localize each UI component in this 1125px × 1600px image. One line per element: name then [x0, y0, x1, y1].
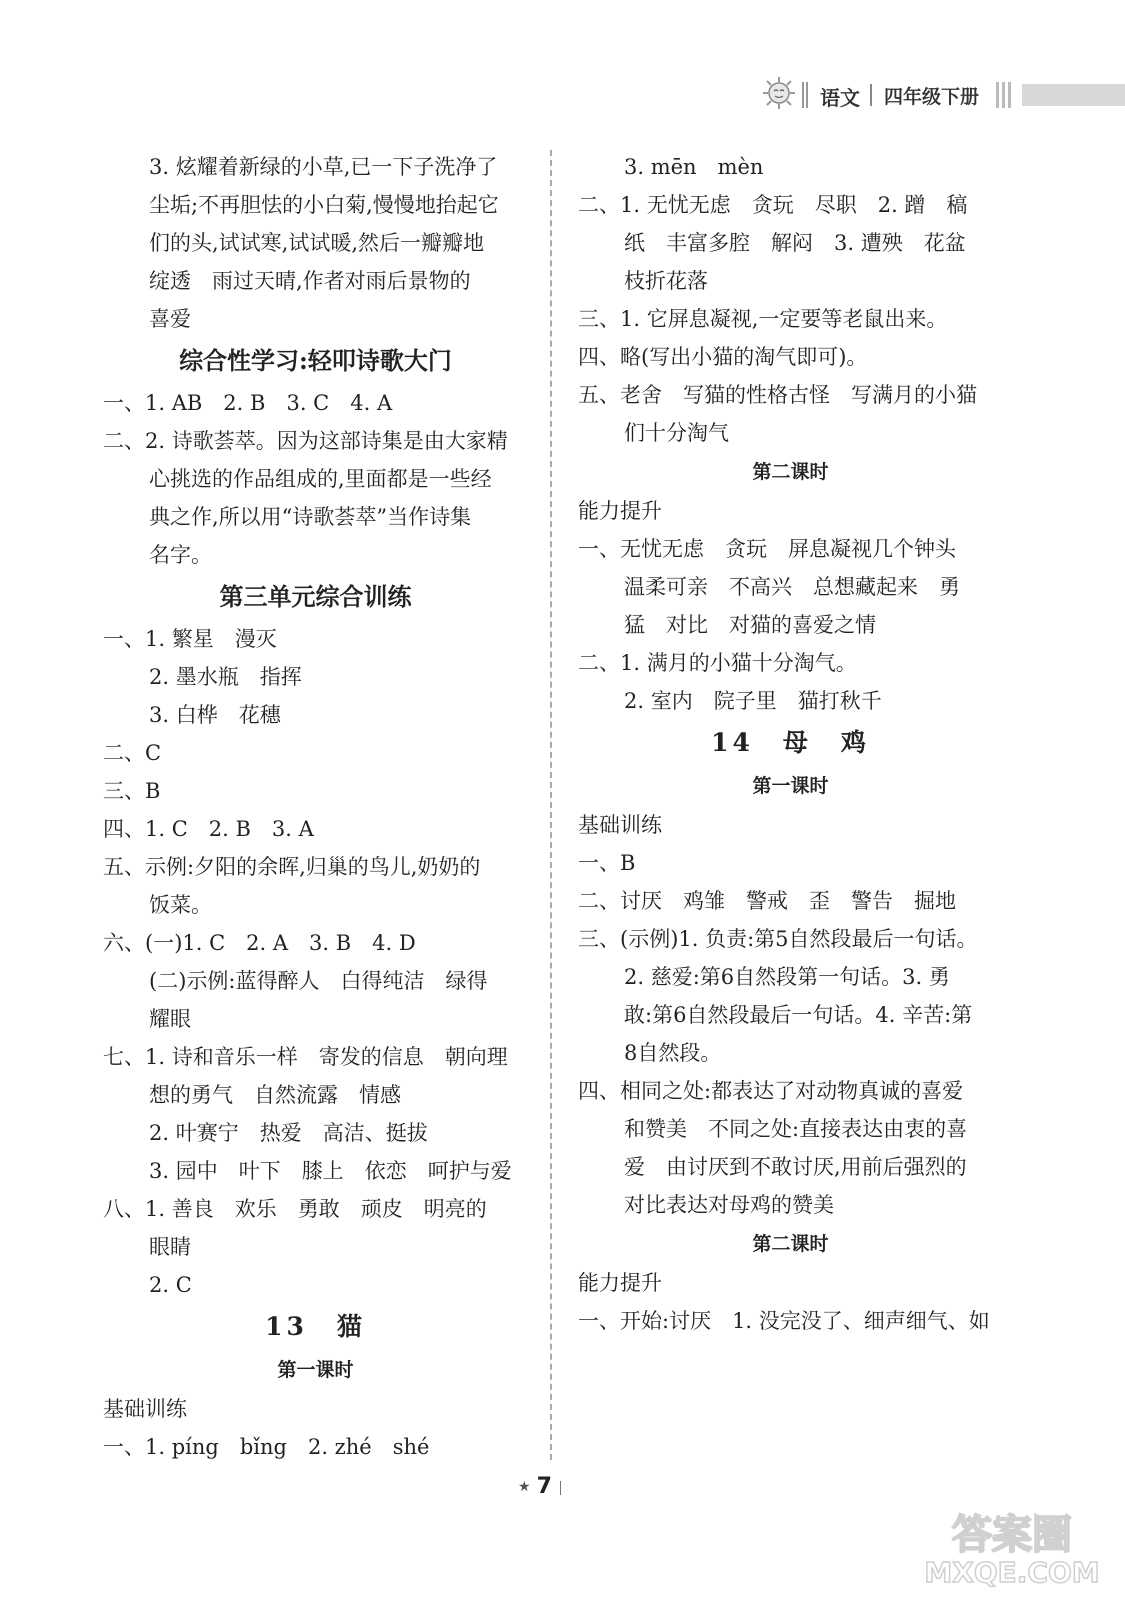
lesson-title: 14 母 鸡 — [711, 728, 870, 757]
answer-line-indented: 猛 对比 对猫的喜爱之情 — [624, 613, 876, 637]
answer-line-indented: 2. 慈爱:第6自然段第一句话。3. 勇 — [624, 965, 950, 989]
footer-bar — [560, 1481, 561, 1495]
answer-line-indented: (二)示例:蓝得醉人 白得纯洁 绿得 — [149, 969, 488, 993]
answer-line: 六、(一)1. C 2. A 3. B 4. D — [103, 931, 416, 955]
answer-line: 一、1. 繁星 漫灭 — [103, 627, 277, 651]
answer-line-indented: 3. 园中 叶下 膝上 依恋 呵护与爱 — [149, 1159, 512, 1183]
answer-line-indented: 想的勇气 自然流露 情感 — [149, 1083, 401, 1107]
answer-line-indented: 8自然段。 — [624, 1041, 722, 1065]
answer-line: 二、讨厌 鸡雏 警戒 歪 警告 掘地 — [578, 889, 956, 913]
answer-line: 二、1. 无忧无虑 贪玩 尽职 2. 蹭 稿 — [578, 193, 968, 217]
header-band — [1022, 84, 1125, 106]
answer-line-indented: 2. C — [149, 1273, 192, 1297]
answer-line: 二、1. 满月的小猫十分淘气。 — [578, 651, 857, 675]
answer-line: 二、2. 诗歌荟萃。因为这部诗集是由大家精 — [103, 429, 508, 453]
answer-line: 一、开始:讨厌 1. 没完没了、细声细气、如 — [578, 1309, 990, 1333]
answer-line-indented: 们的头,试试寒,试试暖,然后一瓣瓣地 — [149, 231, 485, 255]
answer-line: 五、示例:夕阳的余晖,归巢的鸟儿,奶奶的 — [103, 855, 481, 879]
answer-line-indented: 对比表达对母鸡的赞美 — [624, 1193, 834, 1217]
answer-line-indented: 名字。 — [149, 543, 212, 567]
answer-line-indented: 3. mēn mèn — [624, 155, 764, 179]
answer-line: 八、1. 善良 欢乐 勇敢 顽皮 明亮的 — [103, 1197, 487, 1221]
answer-line: 四、1. C 2. B 3. A — [103, 817, 314, 841]
answer-line-indented: 2. 室内 院子里 猫打秋千 — [624, 689, 882, 713]
lesson-subheading: 第一课时 — [277, 1359, 354, 1381]
page-header — [760, 72, 1125, 116]
answer-line: 能力提升 — [578, 1271, 662, 1295]
answer-line-indented: 2. 叶赛宁 热爱 高洁、挺拔 — [149, 1121, 428, 1145]
answer-line: 二、C — [103, 741, 162, 765]
answer-line-indented: 绽透 雨过天晴,作者对雨后景物的 — [149, 269, 471, 293]
answer-line-indented: 爱 由讨厌到不敢讨厌,用前后强烈的 — [624, 1155, 967, 1179]
answer-line: 四、略(写出小猫的淘气即可)。 — [578, 345, 868, 369]
answer-line-indented: 温柔可亲 不高兴 总想藏起来 勇 — [624, 575, 960, 599]
answer-line: 五、老舍 写猫的性格古怪 写满月的小猫 — [578, 383, 977, 407]
header-subject: 语文 — [820, 86, 860, 110]
answer-line-indented: 枝折花落 — [624, 269, 708, 293]
answer-line-indented: 眼睛 — [149, 1235, 191, 1259]
header-bars — [802, 82, 810, 108]
answer-line-indented: 喜爱 — [149, 307, 191, 331]
answer-line-indented: 耀眼 — [149, 1007, 191, 1031]
answer-line-indented: 纸 丰富多腔 解闷 3. 遭殃 花盆 — [624, 231, 966, 255]
lesson-title: 13 猫 — [265, 1312, 366, 1341]
left-column — [103, 148, 528, 1466]
answer-line-indented: 敢:第6自然段最后一句话。4. 辛苦:第 — [624, 1003, 973, 1027]
answer-line-indented: 3. 白桦 花穗 — [149, 703, 281, 727]
answer-line: 七、1. 诗和音乐一样 寄发的信息 朝向理 — [103, 1045, 508, 1069]
answer-line-indented: 们十分淘气 — [624, 421, 729, 445]
answer-line-indented: 饭菜。 — [149, 893, 212, 917]
answer-line: 三、(示例)1. 负责:第5自然段最后一句话。 — [578, 927, 978, 951]
header-separator — [870, 84, 872, 106]
answer-line: 一、1. AB 2. B 3. C 4. A — [103, 391, 393, 415]
answer-line: 基础训练 — [103, 1397, 187, 1421]
answer-line: 基础训练 — [578, 813, 662, 837]
lesson-subheading: 第二课时 — [752, 1233, 829, 1255]
sun-face-icon — [762, 76, 796, 110]
answer-line-indented: 尘垢;不再胆怯的小白菊,慢慢地抬起它 — [149, 193, 499, 217]
answer-line: 四、相同之处:都表达了对动物真诚的喜爱 — [578, 1079, 964, 1103]
answer-line: 一、B — [578, 851, 636, 875]
answer-line-indented: 典之作,所以用“诗歌荟萃”当作诗集 — [149, 505, 472, 529]
lesson-subheading: 第一课时 — [752, 775, 829, 797]
answer-line-indented: 心挑选的作品组成的,里面都是一些经 — [149, 467, 492, 491]
svg-text:答案圈: 答案圈 — [952, 1512, 1072, 1558]
answer-line: 一、1. píng bǐng 2. zhé shé — [103, 1435, 430, 1459]
answer-line-indented: 3. 炫耀着新绿的小草,已一下子洗净了 — [149, 155, 498, 179]
svg-text:MXQE.COM: MXQE.COM — [924, 1556, 1100, 1589]
section-heading: 综合性学习:轻叩诗歌大门 — [179, 346, 452, 375]
answer-line-indented: 和赞美 不同之处:直接表达由衷的喜 — [624, 1117, 968, 1141]
lesson-subheading: 第二课时 — [752, 461, 829, 483]
answer-line: 能力提升 — [578, 499, 662, 523]
page-number: 7 — [536, 1474, 552, 1499]
answer-line: 三、B — [103, 779, 161, 803]
page-footer — [518, 1474, 561, 1499]
answer-line: 一、无忧无虑 贪玩 屏息凝视几个钟头 — [578, 537, 956, 561]
watermark-logo — [917, 1500, 1107, 1590]
section-heading: 第三单元综合训练 — [219, 582, 412, 611]
header-bars-right — [996, 82, 1014, 112]
answer-line-indented: 2. 墨水瓶 指挥 — [149, 665, 302, 689]
answer-line: 三、1. 它屏息凝视,一定要等老鼠出来。 — [578, 307, 948, 331]
star-icon: ★ — [518, 1479, 531, 1495]
right-column — [578, 148, 1003, 1340]
header-grade: 四年级下册 — [884, 86, 980, 108]
column-divider — [550, 150, 552, 1460]
